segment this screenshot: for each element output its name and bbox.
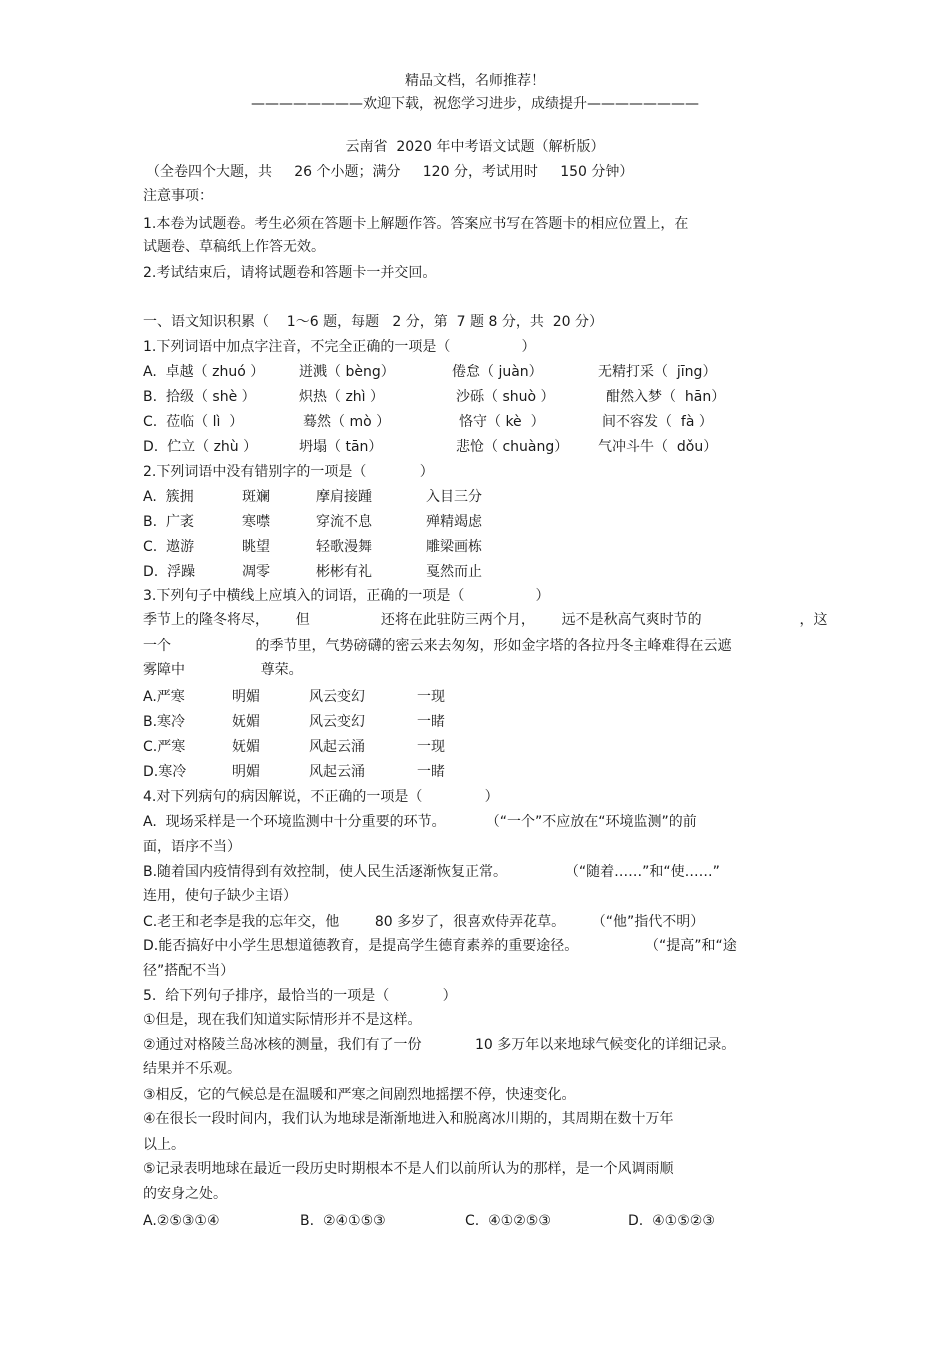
note-item: 2.考试结束后，请将试题卷和答题卡一并交回。 xyxy=(143,265,437,281)
q3-option-a-word2: 明媚 xyxy=(232,689,260,705)
q3-option-b-word3: 风云变幻 xyxy=(309,714,365,730)
question-stem: 4.对下列病句的病因解说，不正确的一项是（ ） xyxy=(143,789,499,805)
q4-option-c: C.老王和老李是我的忘年交，他 80 多岁了，很喜欢侍弄花草。 （“他”指代不明） xyxy=(143,914,705,930)
q2-option-b-word3: 穿流不息 xyxy=(316,514,372,530)
q1-option-a-word1: A. 卓越（ zhuó ） xyxy=(143,364,265,380)
q4-option-d: D.能否搞好中小学生思想道德教育，是提高学生德育素养的重要途径。 （“提高”和“途 xyxy=(143,938,737,954)
q2-option-b-word4: 殚精竭虑 xyxy=(426,514,482,530)
q5-option-a: A.②⑤③①④ xyxy=(143,1213,220,1229)
q2-option-d-word1: D. 浮躁 xyxy=(143,564,196,580)
q2-option-d-word4: 戛然而止 xyxy=(426,564,482,580)
q3-option-c-word4: 一现 xyxy=(417,739,445,755)
notes-heading: 注意事项： xyxy=(143,188,213,204)
question-passage: 雾障中 尊荣。 xyxy=(143,662,303,678)
q2-option-a-word4: 入目三分 xyxy=(426,489,482,505)
question-passage: 一个 的季节里，气势磅礴的密云来去匆匆，形如金字塔的各拉丹冬主峰难得在云遮 xyxy=(143,638,732,654)
q1-option-c-word1: C. 莅临（ lì ） xyxy=(143,414,244,430)
header-welcome: ————————欢迎下载，祝您学习进步，成绩提升———————— xyxy=(251,96,699,112)
q2-option-d-word2: 凋零 xyxy=(242,564,270,580)
q2-option-c-word2: 眺望 xyxy=(242,539,270,555)
q2-option-b-word2: 寒噤 xyxy=(242,514,270,530)
q2-option-c-word4: 雕梁画栋 xyxy=(426,539,482,555)
q5-sentence-1: ①但是，现在我们知道实际情形并不是这样。 xyxy=(143,1012,422,1028)
q3-option-b-word4: 一睹 xyxy=(417,714,445,730)
q1-option-c-word3: 恪守（ kè ） xyxy=(459,414,545,430)
q3-option-d-word4: 一睹 xyxy=(417,764,445,780)
q5-option-b: B. ②④①⑤③ xyxy=(300,1213,386,1229)
q2-option-a-word3: 摩肩接踵 xyxy=(316,489,372,505)
q5-sentence-3: ③相反，它的气候总是在温暖和严寒之间剧烈地摇摆不停，快速变化。 xyxy=(143,1087,576,1103)
q1-option-d-word2: 坍塌（ tān） xyxy=(299,439,383,455)
q1-option-b-word2: 炽热（ zhì ） xyxy=(299,389,385,405)
q3-option-b-word1: B.寒冷 xyxy=(143,714,186,730)
q1-option-a-word3: 倦怠（ juàn） xyxy=(452,364,543,380)
q1-option-b-word1: B. 拾级（ shè ） xyxy=(143,389,256,405)
q3-option-d-word3: 风起云涌 xyxy=(309,764,365,780)
q5-sentence-5-cont: 的安身之处。 xyxy=(143,1186,227,1202)
q5-sentence-2-cont: 结果并不乐观。 xyxy=(143,1061,241,1077)
q3-option-a-word3: 风云变幻 xyxy=(309,689,365,705)
q5-sentence-4: ④在很长一段时间内，我们认为地球是渐渐地进入和脱离冰川期的，其周期在数十万年 xyxy=(143,1111,674,1127)
q4-option-d-cont: 径”搭配不当） xyxy=(143,963,235,979)
question-passage: 季节上的隆冬将尽， 但 还将在此驻防三两个月， 远不是秋高气爽时节的 ，这 xyxy=(143,612,828,628)
q1-option-b-word3: 沙砾（ shuò ） xyxy=(456,389,555,405)
q2-option-b-word1: B. 广袤 xyxy=(143,514,194,530)
q1-option-d-word1: D. 伫立（ zhù ） xyxy=(143,439,258,455)
q5-sentence-5: ⑤记录表明地球在最近一段历史时期根本不是人们以前所认为的那样，是一个风调雨顺 xyxy=(143,1161,674,1177)
q5-sentence-2: ②通过对格陵兰岛冰核的测量，我们有了一份 10 多万年以来地球气候变化的详细记录。 xyxy=(143,1037,736,1053)
q1-option-a-word2: 迸溅（ bèng） xyxy=(299,364,395,380)
q2-option-d-word3: 彬彬有礼 xyxy=(316,564,372,580)
header-slogan: 精品文档，名师推荐！ xyxy=(405,73,545,89)
section-heading: 一、语文知识积累（ 1～6 题，每题 2 分，第 7 题 8 分，共 20 分） xyxy=(143,314,604,330)
q1-option-d-word4: 气冲斗牛（ dǒu） xyxy=(598,439,718,455)
page-title: 云南省 2020 年中考语文试题（解析版） xyxy=(345,139,605,155)
q5-sentence-4-cont: 以上。 xyxy=(143,1137,185,1153)
q3-option-c-word2: 妩媚 xyxy=(232,739,260,755)
question-stem: 3.下列句子中横线上应填入的词语，正确的一项是（ ） xyxy=(143,588,550,604)
q3-option-b-word2: 妩媚 xyxy=(232,714,260,730)
q2-option-a-word2: 斑斓 xyxy=(242,489,270,505)
q1-option-d-word3: 悲怆（ chuàng） xyxy=(456,439,569,455)
q3-option-d-word2: 明媚 xyxy=(232,764,260,780)
q4-option-b-cont: 连用，使句子缺少主语） xyxy=(143,888,297,904)
question-stem: 2.下列词语中没有错别字的一项是（ ） xyxy=(143,464,434,480)
exam-info: （全卷四个大题，共 26 个小题；满分 120 分，考试用时 150 分钟） xyxy=(146,164,634,180)
q5-option-d: D. ④①⑤②③ xyxy=(628,1213,715,1229)
question-stem: 5. 给下列句子排序，最恰当的一项是（ ） xyxy=(143,988,457,1004)
q3-option-c-word3: 风起云涌 xyxy=(309,739,365,755)
q2-option-a-word1: A. 簇拥 xyxy=(143,489,194,505)
q3-option-d-word1: D.寒冷 xyxy=(143,764,187,780)
q1-option-b-word4: 酣然入梦（ hān） xyxy=(606,389,726,405)
q5-option-c: C. ④①②⑤③ xyxy=(465,1213,551,1229)
note-item: 1.本卷为试题卷。考生必须在答题卡上解题作答。答案应书写在答题卡的相应位置上，在 xyxy=(143,216,689,232)
q1-option-c-word2: 蓦然（ mò ） xyxy=(303,414,391,430)
q1-option-c-word4: 间不容发（ fà ） xyxy=(602,414,713,430)
q3-option-a-word4: 一现 xyxy=(417,689,445,705)
q4-option-a: A. 现场采样是一个环境监测中十分重要的环节。 （“一个”不应放在“环境监测”的前 xyxy=(143,814,697,830)
q2-option-c-word3: 轻歌漫舞 xyxy=(316,539,372,555)
q1-option-a-word4: 无精打采（ jīng） xyxy=(598,364,717,380)
q4-option-a-cont: 面，语序不当） xyxy=(143,839,241,855)
q4-option-b: B.随着国内疫情得到有效控制，使人民生活逐渐恢复正常。 （“随着……”和“使……” xyxy=(143,864,720,880)
q3-option-a-word1: A.严寒 xyxy=(143,689,185,705)
note-item-cont: 试题卷、草稿纸上作答无效。 xyxy=(143,239,325,255)
q3-option-c-word1: C.严寒 xyxy=(143,739,186,755)
question-stem: 1.下列词语中加点字注音，不完全正确的一项是（ ） xyxy=(143,339,536,355)
q2-option-c-word1: C. 遨游 xyxy=(143,539,195,555)
